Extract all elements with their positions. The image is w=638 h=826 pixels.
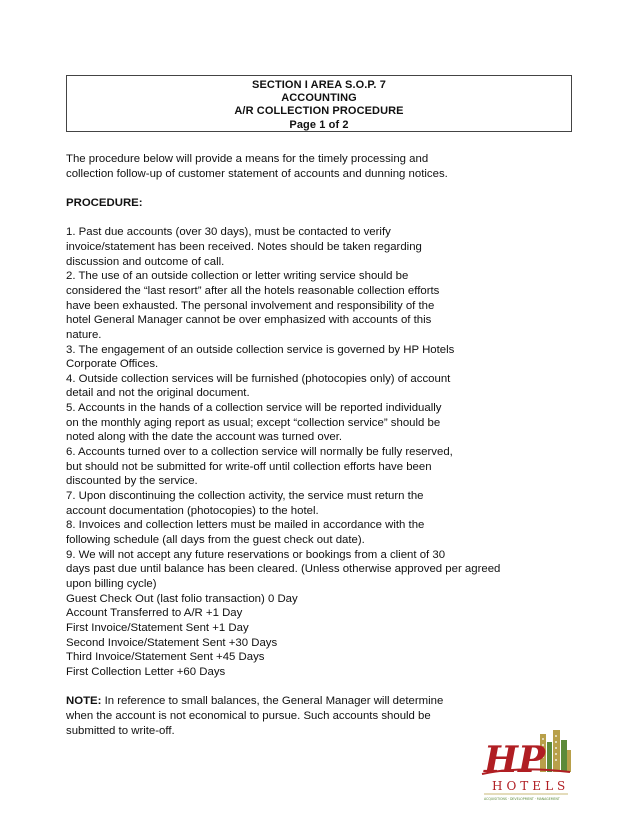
procedure-line: First Invoice/Statement Sent +1 Day	[66, 621, 249, 634]
department-title: ACCOUNTING	[281, 92, 357, 105]
note-line	[66, 694, 566, 709]
procedure-line: discussion and outcome of call.	[66, 255, 225, 268]
paragraph-gap	[66, 211, 566, 226]
note-line: when the account is not economical to pursue. Such accounts should be	[66, 709, 431, 722]
procedure-line: 2. The use of an outside collection or letter writing service should be	[66, 270, 409, 283]
procedure-line: noted along with the date the account was turned over.	[66, 431, 343, 444]
procedure-line: account documentation (photocopies) to the hotel.	[66, 504, 319, 517]
procedure-line: Third Invoice/Statement Sent +45 Days	[66, 651, 265, 664]
procedure-line: 5. Accounts in the hands of a collection service will be reported individually	[66, 402, 442, 415]
procedure-line: but should not be submitted for write-off until collection efforts have been	[66, 460, 432, 473]
procedure-line: First Collection Letter +60 Days	[66, 665, 226, 678]
procedure-heading: PROCEDURE:	[66, 196, 143, 209]
procedure-line: Account Transferred to A/R +1 Day	[66, 607, 243, 620]
procedure-line: 7. Upon discontinuing the collection activity, the service must return the	[66, 490, 424, 503]
procedure-line: 1. Past due accounts (over 30 days), must be contacted to verify	[66, 226, 391, 239]
hp-hotels-logo-graphic	[478, 728, 573, 813]
logo-mark: HP	[484, 739, 546, 781]
hp-hotels-logo	[478, 728, 573, 813]
procedure-line: following schedule (all days from the guest check out date).	[66, 534, 365, 547]
procedure-list	[66, 225, 566, 679]
procedure-line: upon billing cycle)	[66, 578, 157, 590]
procedure-line: have been exhausted. The personal involvement and responsibility of the	[66, 299, 435, 312]
procedure-line: Second Invoice/Statement Sent +30 Days	[66, 636, 278, 649]
logo-tagline: ACQUISITIONS · DEVELOPMENT · MANAGEMENT	[484, 797, 560, 801]
procedure-line: days past due until balance has been cleared. (Unless otherwise approved per agreed	[66, 563, 501, 576]
procedure-line: considered the “last resort” after all the hotels reasonable collection efforts	[66, 284, 440, 297]
paragraph-gap	[66, 680, 566, 695]
section-title: SECTION I AREA S.O.P. 7	[252, 79, 386, 91]
note-text: In reference to small balances, the General Manager will determine	[101, 695, 444, 708]
procedure-line: invoice/statement has been received. Notes should be taken regarding	[66, 240, 422, 253]
procedure-line: 6. Accounts turned over to a collection service will normally be fully reserved,	[66, 446, 453, 459]
procedure-line: Guest Check Out (last folio transaction) 0 Day	[66, 592, 298, 605]
intro-line: The procedure below will provide a means for the timely processing and	[66, 153, 429, 165]
procedure-line: 4. Outside collection services will be furnished (photocopies only) of account	[66, 372, 451, 385]
page-number: Page 1 of 2	[289, 118, 349, 131]
note-line: submitted to write-off.	[66, 724, 175, 737]
section-header-box	[66, 75, 572, 132]
procedure-line: nature.	[66, 328, 102, 341]
procedure-line: 8. Invoices and collection letters must be mailed in accordance with the	[66, 519, 425, 532]
procedure-title: A/R COLLECTION PROCEDURE	[234, 105, 404, 118]
procedure-line: discounted by the service.	[66, 475, 198, 488]
paragraph-gap	[66, 181, 566, 196]
logo-name: HOTELS	[492, 779, 570, 793]
intro-line: collection follow-up of customer statement of accounts and dunning notices.	[66, 167, 448, 180]
document-body	[66, 152, 566, 738]
procedure-line: hotel General Manager cannot be over emphasized with accounts of this	[66, 314, 432, 327]
procedure-line: 3. The engagement of an outside collection service is governed by HP Hotels	[66, 343, 455, 356]
procedure-line: Corporate Offices.	[66, 358, 159, 371]
note-label: NOTE:	[66, 695, 102, 708]
procedure-line: on the monthly aging report as usual; except “collection service” should be	[66, 416, 441, 429]
procedure-line: 9. We will not accept any future reservations or bookings from a client of 30	[66, 548, 446, 561]
procedure-line: detail and not the original document.	[66, 387, 250, 400]
